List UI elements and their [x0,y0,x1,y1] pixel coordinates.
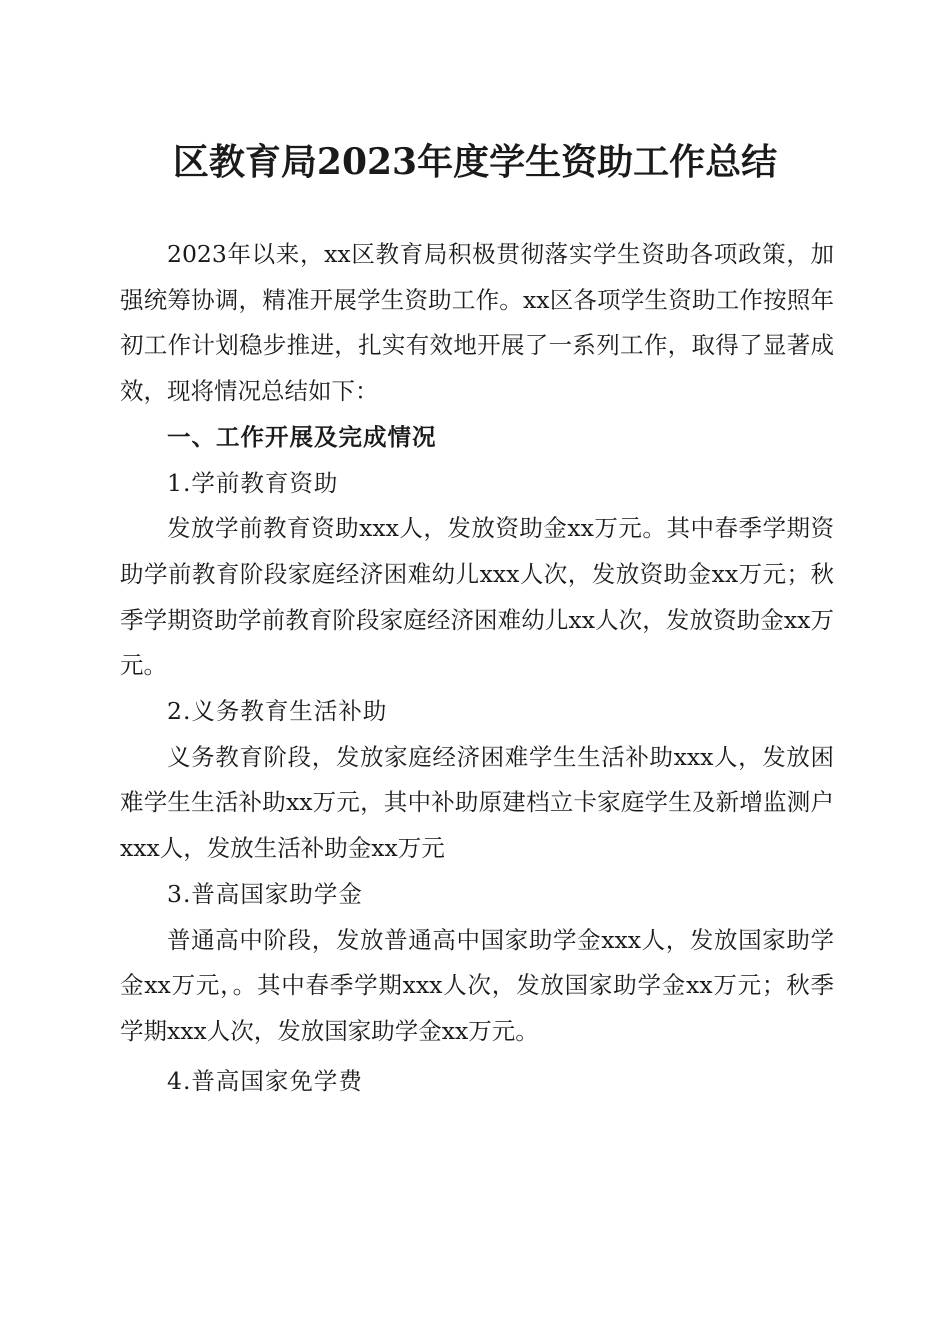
subheading-compulsory-education-subsidy: 2.义务教育生活补助 [167,697,388,726]
paragraph-preschool-aid: 发放学前教育资助xxx人，发放资助金xx万元。其中春季学期资助学前教育阶段家庭经济困难幼儿xxx人次，发放资助金xx万元；秋季学期资助学前教育阶段家庭经济困难幼儿xx人次，发放资助金xx万元。 [120,514,834,680]
intro-paragraph: 2023年以来，xx区教育局积极贯彻落实学生资助各项政策，加强统筹协调，精准开展学生资助工作。xx区各项学生资助工作按照年初工作计划稳步推进，扎实有效地开展了一系列工作，取得了显著成效，现将情况总结如下： [120,240,834,406]
subheading-high-school-tuition-exemption: 4.普高国家免学费 [167,1066,363,1095]
document-title: 区教育局2023年度学生资助工作总结 [172,141,778,183]
subheading-high-school-grant: 3.普高国家助学金 [167,879,363,908]
paragraph-compulsory-education-subsidy: 义务教育阶段，发放家庭经济困难学生生活补助xxx人，发放困难学生生活补助xx万元，其中补助原建档立卡家庭学生及新增监测户xxx人，发放生活补助金xx万元 [120,742,834,863]
subheading-preschool-aid: 1.学前教育资助 [167,468,339,497]
section-heading-work-progress: 一、工作开展及完成情况 [167,422,437,451]
document-body [120,232,834,1104]
paragraph-high-school-grant: 普通高中阶段，发放普通高中国家助学金xxx人，发放国家助学金xx万元，。其中春季学期xxx人次，发放国家助学金xx万元；秋季学期xxx人次，发放国家助学金xx万元。 [120,925,834,1045]
